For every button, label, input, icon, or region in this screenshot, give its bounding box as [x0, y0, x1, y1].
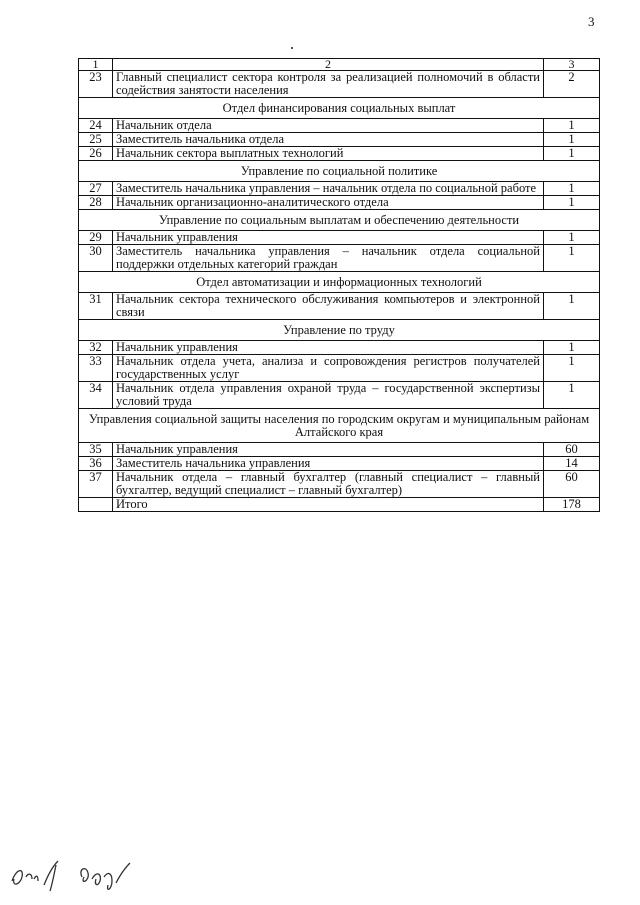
- header-col-2: 2: [113, 59, 544, 71]
- row-number: 32: [79, 341, 113, 355]
- table-row: [79, 231, 600, 245]
- position-count: 1: [544, 133, 600, 147]
- position-name: Заместитель начальника управления: [113, 457, 544, 471]
- position-count: 1: [544, 231, 600, 245]
- table-row: [79, 147, 600, 161]
- header-col-3: 3: [544, 59, 600, 71]
- position-count: 1: [544, 182, 600, 196]
- table-row: [79, 71, 600, 98]
- position-count: 60: [544, 443, 600, 457]
- table-row: [79, 341, 600, 355]
- position-count: 1: [544, 355, 600, 382]
- position-count: 1: [544, 196, 600, 210]
- position-name: Начальник управления: [113, 443, 544, 457]
- position-count: 1: [544, 147, 600, 161]
- positions-table: [78, 58, 600, 512]
- row-number: 26: [79, 147, 113, 161]
- row-number: 33: [79, 355, 113, 382]
- table-row: [79, 293, 600, 320]
- row-number: 23: [79, 71, 113, 98]
- handwritten-signature: [8, 855, 158, 895]
- row-number: [79, 498, 113, 512]
- position-name: Начальник управления: [113, 231, 544, 245]
- row-number: 28: [79, 196, 113, 210]
- position-count: 2: [544, 71, 600, 98]
- position-count: 1: [544, 245, 600, 272]
- section-title: Управление по социальной политике: [79, 161, 600, 182]
- position-name: Начальник организационно-аналитического отдела: [113, 196, 544, 210]
- position-name: Начальник сектора технического обслуживания компьютеров и электронной связи: [113, 293, 544, 320]
- row-number: 35: [79, 443, 113, 457]
- row-number: 25: [79, 133, 113, 147]
- section-header-row: [79, 320, 600, 341]
- table-row: [79, 182, 600, 196]
- position-name: Начальник отдела управления охраной труда – государственной экспертизы условий труда: [113, 382, 544, 409]
- position-name: Заместитель начальника управления – начальник отдела по социальной работе: [113, 182, 544, 196]
- position-count: 60: [544, 471, 600, 498]
- table-row: [79, 382, 600, 409]
- speck: [291, 47, 293, 49]
- section-title: Отдел автоматизации и информационных технологий: [79, 272, 600, 293]
- position-name: Итого: [113, 498, 544, 512]
- position-count: 178: [544, 498, 600, 512]
- position-count: 1: [544, 119, 600, 133]
- position-count: 14: [544, 457, 600, 471]
- position-count: 1: [544, 341, 600, 355]
- row-number: 29: [79, 231, 113, 245]
- table-row: [79, 443, 600, 457]
- section-header-row: [79, 161, 600, 182]
- section-title: Управление по социальным выплатам и обеспечению деятельности: [79, 210, 600, 231]
- section-header-row: [79, 98, 600, 119]
- position-name: Заместитель начальника управления – начальник отдела социальной поддержки отдельных категорий граждан: [113, 245, 544, 272]
- position-name: Заместитель начальника отдела: [113, 133, 544, 147]
- position-name: Начальник отдела: [113, 119, 544, 133]
- position-name: Начальник отдела учета, анализа и сопровождения регистров получателей государственных услуг: [113, 355, 544, 382]
- section-title: Управления социальной защиты населения по городским округам и муниципальным районам Алтайского края: [79, 409, 600, 443]
- section-title: Отдел финансирования социальных выплат: [79, 98, 600, 119]
- row-number: 34: [79, 382, 113, 409]
- table-row: [79, 457, 600, 471]
- position-name: Начальник сектора выплатных технологий: [113, 147, 544, 161]
- table-row: [79, 355, 600, 382]
- table-row: [79, 133, 600, 147]
- header-col-1: 1: [79, 59, 113, 71]
- page-number: 3: [588, 14, 595, 29]
- positions-table-body: [79, 59, 600, 512]
- position-count: 1: [544, 293, 600, 320]
- table-row: [79, 471, 600, 498]
- position-name: Начальник управления: [113, 341, 544, 355]
- row-number: 31: [79, 293, 113, 320]
- table-row: [79, 498, 600, 512]
- section-title: Управление по труду: [79, 320, 600, 341]
- table-row: [79, 119, 600, 133]
- section-header-row: [79, 272, 600, 293]
- row-number: 37: [79, 471, 113, 498]
- row-number: 36: [79, 457, 113, 471]
- row-number: 24: [79, 119, 113, 133]
- table-row: [79, 196, 600, 210]
- position-name: Главный специалист сектора контроля за реализацией полномочий в области содействия занятости населения: [113, 71, 544, 98]
- table-row: [79, 245, 600, 272]
- table-header-row: [79, 59, 600, 71]
- section-header-row: [79, 210, 600, 231]
- section-header-row: [79, 409, 600, 443]
- row-number: 30: [79, 245, 113, 272]
- position-count: 1: [544, 382, 600, 409]
- row-number: 27: [79, 182, 113, 196]
- position-name: Начальник отдела – главный бухгалтер (главный специалист – главный бухгалтер, ведущий специалист – главный бухгалтер): [113, 471, 544, 498]
